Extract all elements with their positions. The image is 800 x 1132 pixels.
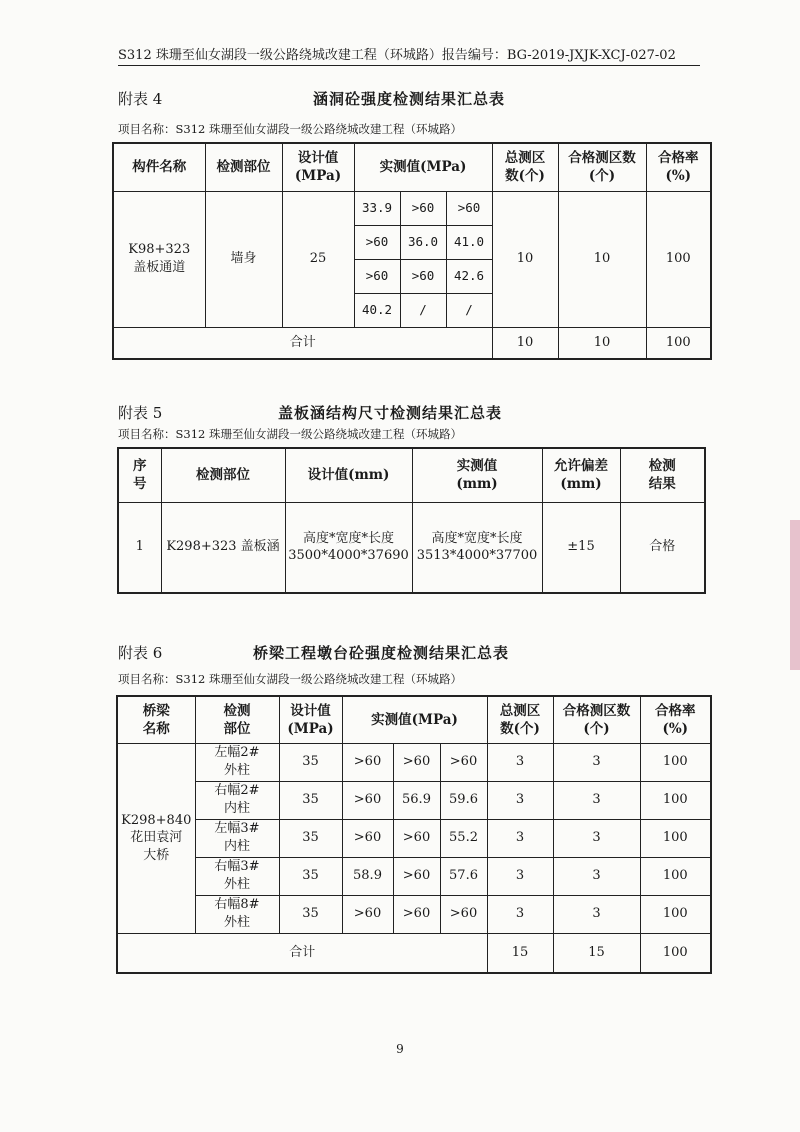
table6-sum-total: 15	[487, 933, 553, 973]
table-row	[117, 819, 711, 857]
table6-total: 3	[487, 743, 553, 781]
table6-design: 35	[279, 895, 342, 933]
table6-header-qualified: 合格测区数 (个)	[553, 696, 640, 743]
table4	[112, 142, 712, 360]
table5-no: 1	[118, 502, 161, 593]
table6-sum-qualified: 15	[553, 933, 640, 973]
table-row	[117, 895, 711, 933]
table4-measured-cell: 40.2	[354, 293, 400, 327]
table4-measured-cell: 41.0	[446, 225, 492, 259]
table4-sum-total: 10	[492, 327, 558, 359]
table4-sum-rate: 100	[646, 327, 711, 359]
table4-header-location: 检测部位	[205, 143, 282, 191]
table6-m3: >60	[440, 895, 487, 933]
table6-m1: 58.9	[342, 857, 393, 895]
table6-m1: >60	[342, 743, 393, 781]
table6-sum-rate: 100	[640, 933, 711, 973]
table6-m3: 57.6	[440, 857, 487, 895]
report-header: S312 珠珊至仙女湖段一级公路绕城改建工程（环城路）报告编号：BG-2019-JXJK-XCJ-027-02	[118, 44, 700, 66]
table6-m2: 56.9	[393, 781, 440, 819]
table6-qualified: 3	[553, 819, 640, 857]
table4-measured-cell: 33.9	[354, 191, 400, 225]
table4-component: K98+323 盖板通道	[113, 191, 205, 327]
table4-measured-cell: >60	[446, 191, 492, 225]
table6-m2: >60	[393, 857, 440, 895]
table6-m3: 55.2	[440, 819, 487, 857]
table6-m3: 59.6	[440, 781, 487, 819]
table6-rate: 100	[640, 857, 711, 895]
table6-design: 35	[279, 781, 342, 819]
table5-design: 高度*宽度*长度 3500*4000*37690	[285, 502, 412, 593]
table4-measured-cell: >60	[400, 191, 446, 225]
table4-sum-label: 合计	[113, 327, 492, 359]
table-row	[117, 743, 711, 781]
table5-header-design: 设计值(mm)	[285, 448, 412, 502]
table6-design: 35	[279, 743, 342, 781]
table6-appendix: 附表 6	[118, 644, 163, 662]
table5-header-measured: 实测值 (mm)	[412, 448, 542, 502]
table4-header-design: 设计值 (MPa)	[282, 143, 354, 191]
table5-result: 合格	[620, 502, 705, 593]
table-row	[117, 781, 711, 819]
table6-total: 3	[487, 895, 553, 933]
table6-bridge: K298+840 花田袁河 大桥	[117, 743, 195, 933]
table5-header-result: 检测 结果	[620, 448, 705, 502]
table4-rate: 100	[646, 191, 711, 327]
table-row	[117, 857, 711, 895]
table4-title-row	[118, 88, 718, 110]
table6-title-row	[118, 642, 718, 664]
table6-qualified: 3	[553, 857, 640, 895]
table4-header-component: 构件名称	[113, 143, 205, 191]
table6-header-rate: 合格率 (%)	[640, 696, 711, 743]
table6-location: 右幅3# 外柱	[195, 857, 279, 895]
table4-title: 涵洞砼强度检测结果汇总表	[313, 90, 506, 108]
table4-header-qualified: 合格测区数 (个)	[558, 143, 646, 191]
table4-appendix: 附表 4	[118, 90, 163, 108]
table5-measured: 高度*宽度*长度 3513*4000*37700	[412, 502, 542, 593]
table4-header-rate: 合格率 (%)	[646, 143, 711, 191]
table4-qualified: 10	[558, 191, 646, 327]
table6-total: 3	[487, 781, 553, 819]
table4-header-total: 总测区 数(个)	[492, 143, 558, 191]
table4-location: 墙身	[205, 191, 282, 327]
table6-total: 3	[487, 819, 553, 857]
table4-measured-cell: >60	[400, 259, 446, 293]
table5-title: 盖板涵结构尺寸检测结果汇总表	[278, 404, 503, 422]
table6-rate: 100	[640, 781, 711, 819]
table6-location: 左幅2# 外柱	[195, 743, 279, 781]
table6-m3: >60	[440, 743, 487, 781]
table4-measured-cell: /	[446, 293, 492, 327]
table6-header-total: 总测区 数(个)	[487, 696, 553, 743]
table6-m1: >60	[342, 819, 393, 857]
table6-design: 35	[279, 857, 342, 895]
table6-qualified: 3	[553, 895, 640, 933]
table4-measured-cell: /	[400, 293, 446, 327]
table6-location: 右幅8# 外柱	[195, 895, 279, 933]
table6-location: 左幅3# 内柱	[195, 819, 279, 857]
table6-location: 右幅2# 内柱	[195, 781, 279, 819]
table6-rate: 100	[640, 743, 711, 781]
table4-sum-qualified: 10	[558, 327, 646, 359]
table6-m2: >60	[393, 819, 440, 857]
table5-header-no: 序 号	[118, 448, 161, 502]
table6-project: 项目名称：S312 珠珊至仙女湖段一级公路绕城改建工程（环城路）	[118, 672, 462, 686]
table6-header-location: 检测 部位	[195, 696, 279, 743]
table5-header-tolerance: 允许偏差 (mm)	[542, 448, 620, 502]
table6-m2: >60	[393, 895, 440, 933]
table4-design: 25	[282, 191, 354, 327]
table6-m1: >60	[342, 895, 393, 933]
table6-sum-label: 合计	[117, 933, 487, 973]
table4-measured-cell: 36.0	[400, 225, 446, 259]
table6-rate: 100	[640, 895, 711, 933]
table5-header-location: 检测部位	[161, 448, 285, 502]
page-number: 9	[396, 1042, 404, 1056]
table5-title-row	[118, 402, 718, 424]
table5-location: K298+323 盖板涵	[161, 502, 285, 593]
table4-project: 项目名称：S312 珠珊至仙女湖段一级公路绕城改建工程（环城路）	[118, 122, 462, 136]
table6-rate: 100	[640, 819, 711, 857]
table6-title: 桥梁工程墩台砼强度检测结果汇总表	[253, 644, 510, 662]
table5-tolerance: ±15	[542, 502, 620, 593]
table6-qualified: 3	[553, 743, 640, 781]
table6-m1: >60	[342, 781, 393, 819]
table4-measured-cell: 42.6	[446, 259, 492, 293]
table6-qualified: 3	[553, 781, 640, 819]
table6-header-bridge: 桥梁 名称	[117, 696, 195, 743]
table6-m2: >60	[393, 743, 440, 781]
table5-appendix: 附表 5	[118, 404, 163, 422]
table6-design: 35	[279, 819, 342, 857]
table5-project: 项目名称：S312 珠珊至仙女湖段一级公路绕城改建工程（环城路）	[118, 427, 462, 441]
seal-edge-mark	[790, 520, 800, 670]
table5	[117, 447, 706, 594]
table6-total: 3	[487, 857, 553, 895]
table4-measured-cell: >60	[354, 225, 400, 259]
table4-total: 10	[492, 191, 558, 327]
table6-header-measured: 实测值(MPa)	[342, 696, 487, 743]
table4-measured-cell: >60	[354, 259, 400, 293]
table6-header-design: 设计值 (MPa)	[279, 696, 342, 743]
table4-header-measured: 实测值(MPa)	[354, 143, 492, 191]
table6	[116, 695, 712, 974]
